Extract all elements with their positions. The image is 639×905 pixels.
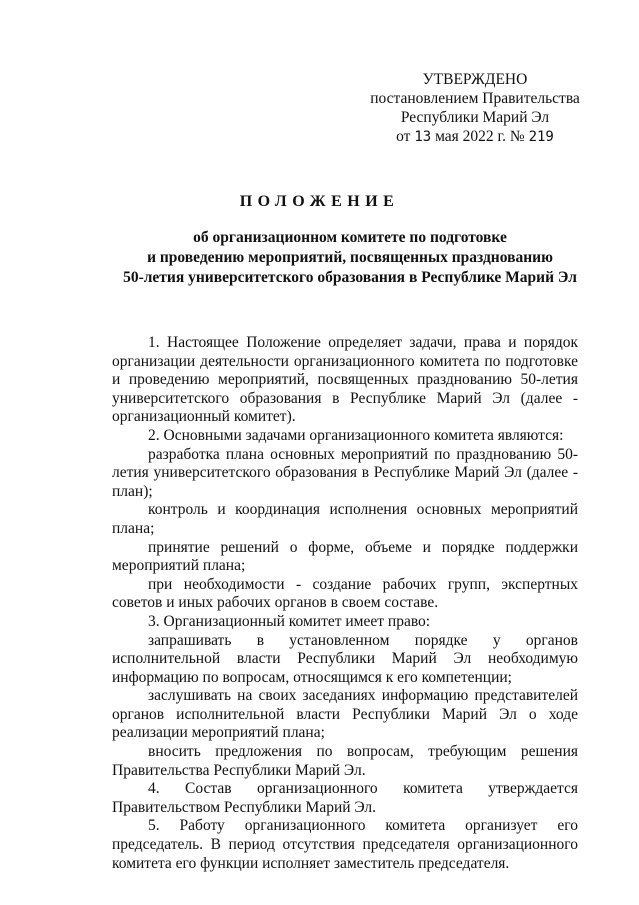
subtitle-line: об организационном комитете по подготовке	[193, 229, 507, 246]
paragraph: 4. Состав организационного комитета утверждается Правительством Республики Марий Эл.	[112, 780, 578, 816]
paragraph: 3. Организационный комитет имеет право:	[148, 612, 431, 630]
date-month-year: мая 2022 г. №	[435, 128, 525, 145]
paragraph: 5. Работу организационного комитета организует его председатель. В период отсутствия председателя организационного комитета его функции исполняет заместитель председателя.	[112, 817, 578, 872]
subtitle-line: и проведению мероприятий, посвященных празднованию	[147, 249, 553, 266]
paragraph: принятие решений о форме, объеме и порядке поддержки мероприятий плана;	[112, 538, 578, 575]
date-prefix: от	[396, 128, 411, 145]
approval-republic-line: Республики Марий Эл	[400, 109, 550, 126]
approval-stamp	[360, 70, 590, 147]
approval-date-line	[360, 127, 590, 147]
subtitle-line: 50-летия университетского образования в Республике Марий Эл	[123, 269, 577, 286]
date-day: 13	[414, 129, 432, 145]
document-body	[112, 334, 578, 873]
paragraph: разработка плана основных мероприятий по празднованию 50-летия университетского образования в Республике Марий Эл (далее - план);	[112, 445, 578, 500]
paragraph: вносить предложения по вопросам, требующим решения Правительства Республики Марий Эл.	[112, 743, 578, 779]
paragraph: 2. Основными задачами организационного комитета являются:	[148, 426, 564, 444]
paragraph: запрашивать в установленном порядке у органов исполнительной власти Республики Марий Эл необходимую информацию по вопросам, относящимся к его компетенции;	[112, 631, 578, 686]
paragraph: заслушивать на своих заседаниях информацию представителей органов исполнительной власти Республики Марий Эл о ходе реализации мероприятий плана;	[112, 687, 578, 742]
approval-heading: УТВЕРЖДЕНО	[422, 71, 528, 88]
approval-decree-line: постановлением Правительства	[370, 90, 580, 107]
document-title: ПОЛОЖЕНИЕ	[239, 193, 400, 210]
paragraph: контроль и координация исполнения основных мероприятий плана;	[112, 501, 578, 537]
paragraph: при необходимости - создание рабочих групп, экспертных советов и иных рабочих органов в своем составе.	[112, 575, 578, 612]
document-subtitle	[60, 228, 639, 288]
decree-number: 219	[528, 129, 554, 145]
paragraph: 1. Настоящее Положение определяет задачи, права и порядок организации деятельности организационного комитета по подготовке и проведению мероприятий, посвященных празднованию 50-летия университетского образования в Республике Марий Эл (далее - организационный комитет).	[112, 334, 578, 426]
